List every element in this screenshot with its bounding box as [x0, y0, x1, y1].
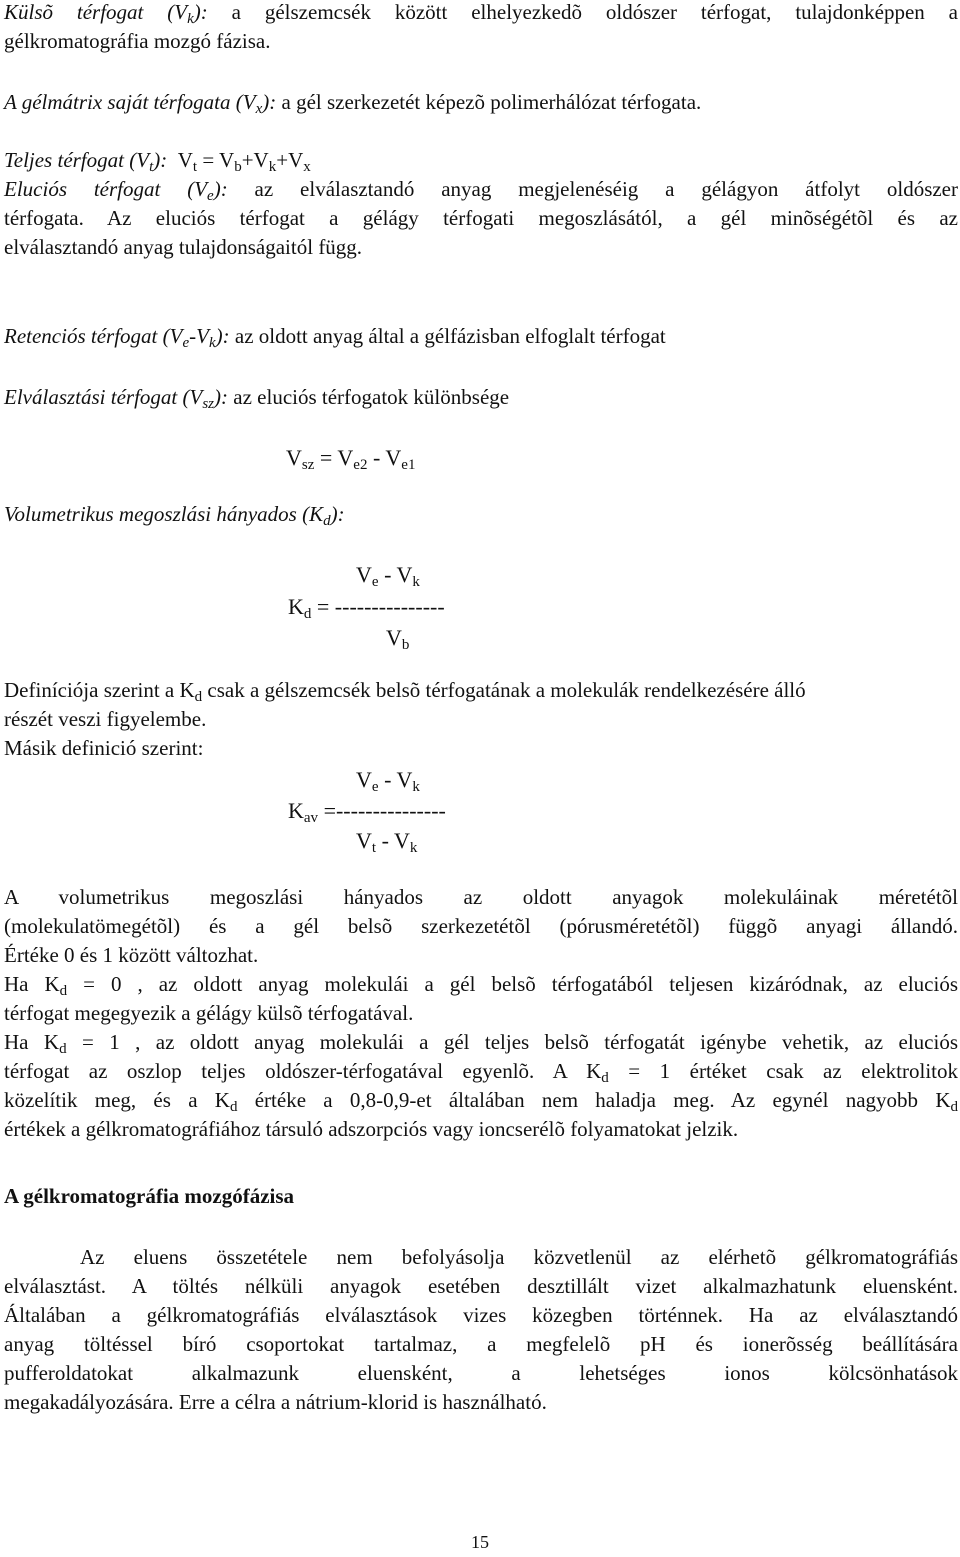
kav-lhs: $K_{av}$ =---------------: [288, 798, 446, 826]
definition-gelmatrix: [4, 88, 958, 117]
subscript: t: [149, 159, 154, 175]
kd-definition-paragraph: [4, 676, 958, 763]
text-line: térfogata. Az eluciós térfogat a gélágy térfogati megoszlásától, a gél minõségétõl és az: [4, 206, 958, 230]
term: Külsõ térfogat (V: [4, 0, 188, 24]
text-line: [4, 0, 958, 27]
definition-text: az eluciós térfogatok különbsége: [228, 385, 510, 409]
text-line: részét veszi figyelembe.: [4, 707, 207, 731]
text-line: megakadályozására. Erre a célra a nátrium-klorid is használható.: [4, 1390, 547, 1414]
kav-numerator: $V_e - V_k$: [356, 767, 420, 795]
text-line: [4, 88, 958, 117]
kav-denominator: $V_t - V_k$: [356, 828, 418, 856]
text-line: értékek a gélkromatográfiához társuló adszorpciós vagy ioncserélõ folyamatokat jelzik.: [4, 1117, 739, 1141]
definition-volumetrikus: [4, 500, 958, 529]
definition-text: az oldott anyag által a gélfázisban elfoglalt térfogat: [229, 324, 666, 348]
subscript: k: [208, 335, 216, 351]
definition-kulso: [4, 0, 958, 56]
term-end: ):: [330, 502, 345, 526]
text-line: térfogat megegyezik a gélágy külsõ térfogatával.: [4, 1001, 414, 1025]
subscript: e: [182, 335, 190, 351]
text-line: elválasztást. A töltés nélküli anyagok esetében desztillált vizet alkalmazhatunk eluensként.: [4, 1274, 958, 1298]
term: Retenciós térfogat (V: [4, 324, 183, 348]
text-line: (molekulatömegétõl) és a gél belsõ szerkezetétõl (pórusméretétõl) függõ anyagi állandó.: [4, 914, 958, 938]
text-line: [4, 146, 958, 175]
section-heading: A gélkromatográfia mozgófázisa: [4, 1184, 295, 1208]
term-end: ):: [262, 90, 277, 114]
kd-numerator: $V_e - V_k$: [356, 562, 420, 590]
text-line: Ha $K_d = 0$ , az oldott anyag molekulái a gél belsõ térfogatából teljesen kizáródnak, az eluciós: [4, 972, 959, 999]
page-number: 15: [471, 1532, 489, 1552]
term-end: ):: [193, 0, 208, 24]
definition-elvalasztasi: [4, 383, 958, 412]
subscript: d: [323, 513, 331, 529]
text-line: térfogat az oszlop teljes oldószer-térfogatával egyenlõ. A $K_d = 1$ értéket csak az elektrolitok: [4, 1059, 959, 1086]
definition-text: az elválasztandó anyag megjelenéséig a gélágyon átfolyt oldószer: [227, 177, 958, 201]
text-line: Értéke 0 és 1 között változhat.: [4, 943, 259, 967]
text-line: [4, 500, 958, 529]
text-line: Definíciója szerint a $K_d$ csak a gélszemcsék belsõ térfogatának a molekulák rendelkezésére álló: [4, 678, 806, 705]
definition-retencios: [4, 322, 958, 351]
text-line: A volumetrikus megoszlási hányados az oldott anyagok molekuláinak méretétõl: [4, 885, 958, 909]
subscript: sz: [202, 396, 215, 412]
text-line: [4, 175, 958, 204]
definition-elucios: [4, 175, 958, 262]
kd-denominator: $V_b$: [386, 625, 410, 653]
term: Volumetrikus megoszlási hányados (K: [4, 502, 324, 526]
term-mid: -V: [189, 324, 209, 348]
text-line: Az eluens összetétele nem befolyásolja közvetlenül az elérhetõ gélkromatográfiás: [80, 1245, 958, 1269]
text-line: Ha $K_d = 1$ , az oldott anyag molekulái a gél teljes belsõ térfogatát igénybe vehetik, az eluciós: [4, 1030, 959, 1057]
definition-text: a gél szerkezetét képezõ polimerhálózat térfogata.: [276, 90, 702, 114]
text-line: [4, 322, 958, 351]
term: Teljes térfogat (V: [4, 148, 150, 172]
term-end: ):: [213, 177, 228, 201]
term: A gélmátrix saját térfogata (V: [4, 90, 256, 114]
term-end: ):: [153, 148, 168, 172]
formula-vt: $V_t = V_b+V_k+V_x$: [177, 148, 311, 175]
formula-vsz: $V_{sz} = V_{e2} - V_{e1}$: [286, 445, 416, 473]
term: Eluciós térfogat (V: [4, 177, 208, 201]
kd-explanation: [4, 883, 958, 1144]
kd-lhs: $K_d$ = ---------------: [288, 594, 445, 622]
text-line: közelítik meg, és a $K_d$ értéke a 0,8-0,9-et általában nem haladja meg. Az egynél nagyobb $K_d$: [4, 1088, 958, 1115]
definition-teljes: [4, 146, 958, 175]
subscript: k: [187, 11, 194, 27]
term: Elválasztási térfogat (V: [4, 385, 203, 409]
text-line: pufferoldatokat alkalmazunk eluensként, a lehetséges ionos kölcsönhatások: [4, 1361, 958, 1385]
text-line: [4, 383, 958, 412]
term-end: ):: [214, 385, 229, 409]
text-line: gélkromatográfia mozgó fázisa.: [4, 29, 271, 53]
text-line: Másik definició szerint:: [4, 736, 204, 760]
term-end: ):: [215, 324, 230, 348]
text-line: anyag töltéssel bíró csoportokat tartalmaz, a megfelelõ pH és ionerõsség beállítására: [4, 1332, 958, 1356]
text-line: Általában a gélkromatográfiás elválasztások vizes közegben történnek. Ha az elválasztandó: [4, 1303, 958, 1327]
definition-text: a gélszemcsék között elhelyezkedõ oldószer térfogat, tulajdonképpen a: [207, 0, 958, 24]
subscript: x: [255, 101, 263, 117]
section-paragraph: [4, 1243, 958, 1417]
text-line: elválasztandó anyag tulajdonságaitól függ.: [4, 235, 363, 259]
subscript: e: [207, 188, 214, 204]
